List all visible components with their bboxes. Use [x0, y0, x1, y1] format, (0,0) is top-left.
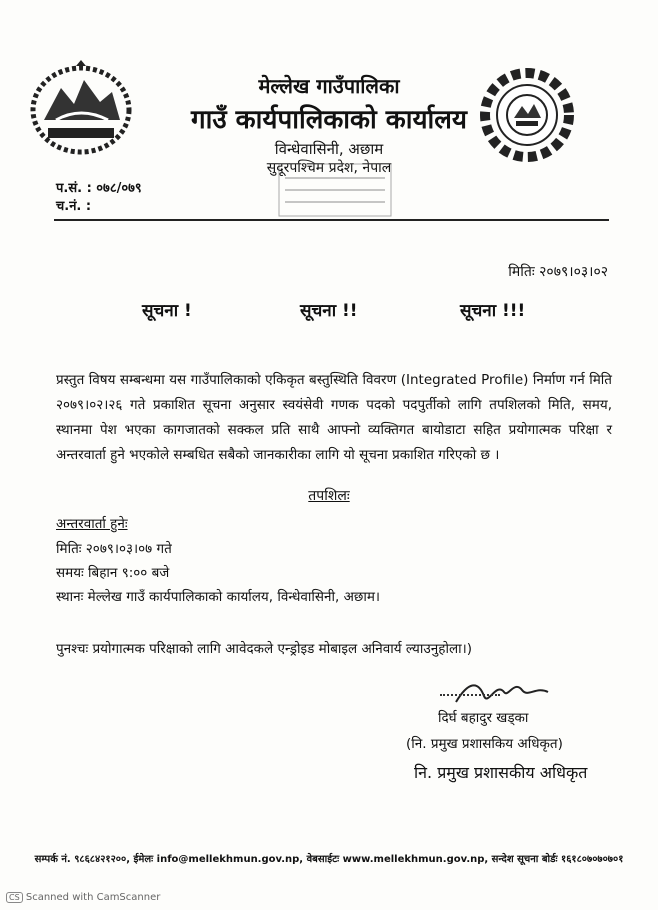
contact-footer: सम्पर्क नं. ९८६८४२१२००, ईमेलः info@mellekhmun.gov.np, वेबसाईटः www.mellekhmun.gov.np, सन्देश सूचना बोर्डः १६१८०७०७०७०१: [34, 854, 624, 865]
notice-heading-3: सूचना !!!: [460, 301, 526, 321]
interview-place: स्थानः मेल्लेख गाउँ कार्यपालिकाको कार्यालय, विन्धेवासिनी, अछाम।: [56, 589, 381, 605]
office-name: गाउँ कार्यपालिकाको कार्यालय: [191, 105, 467, 135]
handwritten-signature: [448, 672, 558, 712]
details-heading: तपशिलः: [308, 488, 350, 504]
office-stamp: [275, 160, 395, 220]
notice-body: प्रस्तुत विषय सम्बन्धमा यस गाउँपालिकाको एकिकृत बस्तुस्थिति विवरण (Integrated Profile) निर्माण गर्न मिति २०७९।०२।२६ गते प्रकाशित सूचना अनुसार स्वयंसेवी गणक पदको पदपुर्तीको लागि तपशिलको मिति, समय, स्थानमा पेश भएका कागजातको सक्कल प्रति साथै आफ्नो व्यक्तिगत बायोडाटा सहित प्रयोगात्मक परिक्षा र अन्तरवार्ता हुने भएकोले सम्बधित सबैको जानकारीका लागि यो सूचना प्रकाशित गरिएको छ ।: [56, 372, 612, 463]
notice-heading-2: सूचना !!: [300, 301, 358, 321]
patra-sankhya: प.सं. : ०७८/०७९: [56, 181, 142, 196]
chalani-number: च.नं. :: [56, 199, 92, 214]
signature-line: [440, 694, 500, 696]
signatory-stamp-title: नि. प्रमुख प्रशासकीय अधिकृत: [414, 763, 588, 782]
postscript: पुनश्चः प्रयोगात्मक परिक्षाको लागि आवेदकले एन्ड्रोइड मोबाइल अनिवार्य ल्याउनुहोला।): [56, 641, 472, 657]
interview-time: समयः बिहान ९:०० बजे: [56, 565, 170, 581]
header-divider: [54, 219, 609, 221]
interview-date: मितिः २०७९।०३।०७ गते: [56, 541, 172, 557]
signatory-title: (नि. प्रमुख प्रशासकिय अधिकृत): [406, 736, 563, 752]
municipality-name: मेल्लेख गाउँपालिका: [258, 74, 400, 98]
scanner-watermark-text: Scanned with CamScanner: [25, 892, 161, 903]
camscanner-icon: CS: [6, 892, 23, 903]
notice-date: मितिः २०७९।०३।०२: [508, 264, 608, 280]
interview-subheading: अन्तरवार्ता हुनेः: [56, 516, 128, 532]
office-location: विन्धेवासिनी, अछाम: [274, 140, 384, 158]
province-name: सुदूरपश्चिम प्रदेश, नेपाल: [266, 160, 392, 176]
signatory-name: दिर्घ बहादुर खड्का: [438, 710, 529, 726]
scanner-watermark: [6, 892, 160, 903]
notice-heading-1: सूचना !: [142, 301, 192, 321]
